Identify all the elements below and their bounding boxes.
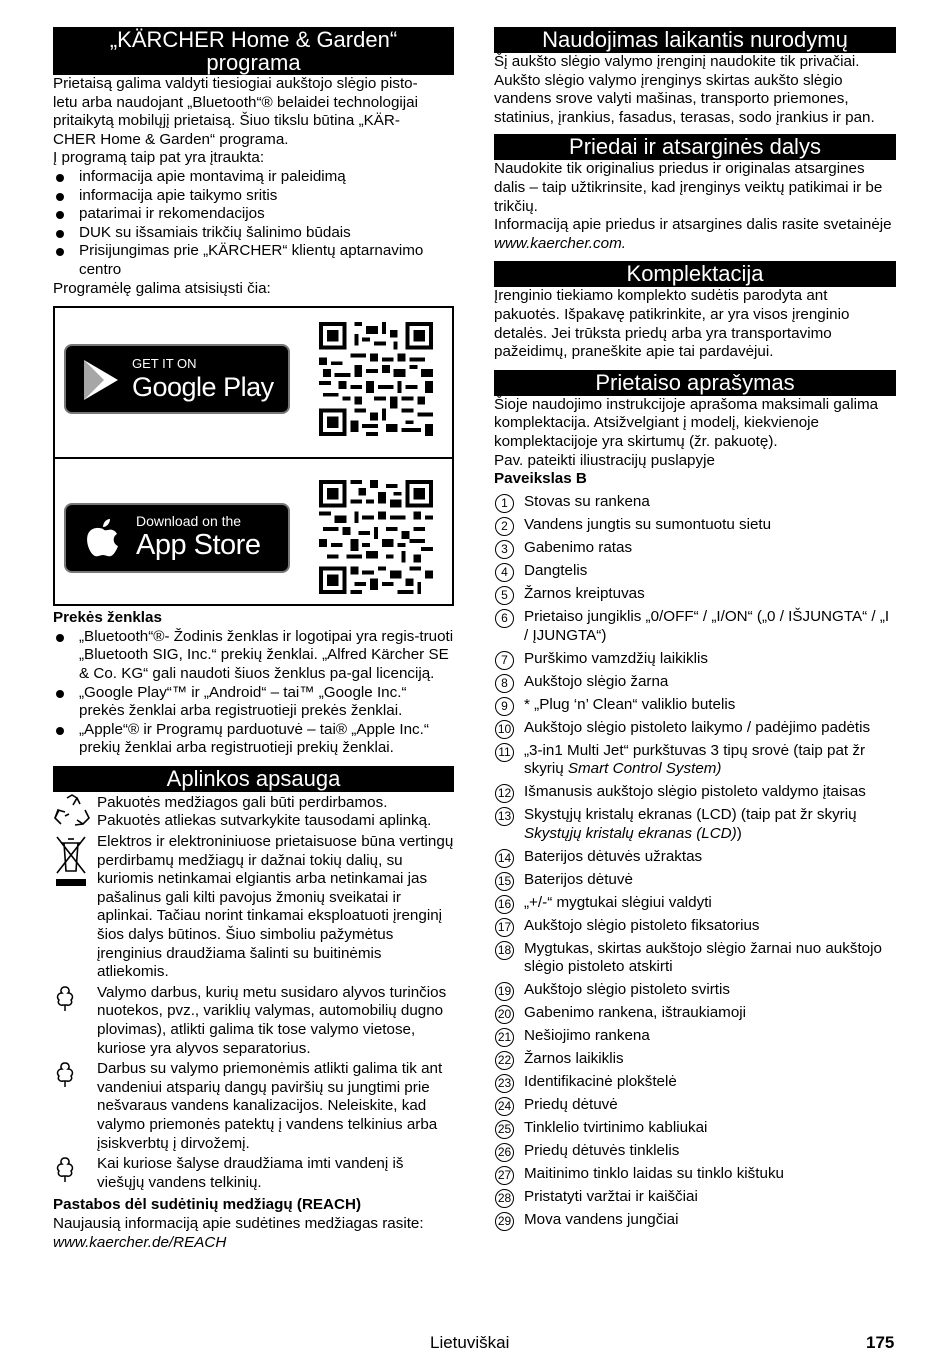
part-list-item [494, 742, 896, 779]
crossed-bin-icon [53, 833, 89, 889]
description-text: Šioje naudojimo instrukcijoje aprašoma maksimali galima komplektacija. Atsižvelgiant į modelį, kiekvienoje komplektacijoje yra skirtumų (žr. pakuotę). [494, 395, 879, 450]
part-list-item [494, 696, 896, 715]
part-number-badge: 7 [495, 651, 514, 670]
part-list-item [494, 783, 896, 802]
app-intro-line: Prietaisą galima valdyti tiesiogiai aukštojo slėgio pisto- [53, 75, 418, 92]
part-number-badge: 11 [495, 743, 514, 762]
part-number-badge: 15 [495, 872, 514, 891]
part-list-item [494, 1211, 896, 1230]
part-number-badge: 28 [495, 1189, 514, 1208]
part-number-badge: 23 [495, 1074, 514, 1093]
part-label: Dangtelis [524, 562, 588, 580]
accessories-text: Naudokite tik originalius priedus ir originalas atsargines dalis – taip užtikrinsite, kad įrenginys veiktų patikimai ir be trikčių. [494, 160, 883, 215]
env-detergent-row [53, 1060, 454, 1153]
part-number-badge: 14 [495, 849, 514, 868]
usage-section-title: Naudojimas laikantis nurodymų [494, 27, 896, 53]
part-label: Pristatyti varžtai ir kaiščiai [524, 1188, 698, 1206]
parts-list [494, 493, 896, 1230]
app-section-title: „KÄRCHER Home & Garden“ programa [53, 27, 454, 75]
part-label: „3-in1 Multi Jet“ purkštuvas 3 tipų srovė (taip pat žr skyrių [524, 741, 866, 778]
app-feature-list [53, 168, 454, 280]
list-item: DUK su išsamiais trikčių šalinimo būdais [53, 224, 454, 243]
part-number-badge: 22 [495, 1051, 514, 1070]
env-electronics-row [53, 833, 454, 982]
part-number-badge: 3 [495, 540, 514, 559]
part-list-item [494, 1004, 896, 1023]
app-store-badge[interactable] [64, 503, 290, 573]
environment-tree-icon [53, 984, 77, 1012]
part-list-item [494, 1142, 896, 1161]
part-list-item [494, 719, 896, 738]
part-number-badge: 27 [495, 1166, 514, 1185]
part-label: Mygtukas, skirtas aukštojo slėgio žarnai nuo aukštojo slėgio pistoleto atskirti [524, 939, 882, 976]
accessories-section-title: Priedai ir atsarginės dalys [494, 134, 896, 160]
app-download-text: Programėlę galima atsisiųsti čia: [53, 279, 271, 297]
part-list-item [494, 516, 896, 535]
part-list-item [494, 608, 896, 645]
env-detergent-text: Darbus su valymo priemonėmis atlikti galima tik ant vandeniui atsparių dangų paviršių su jungtimi prie nešvaraus vandens kanalizacijos. Neleiskite, kad valymo priemonės patektų į vandens telkinius arba įsiskverbtų į dirvožemį. [97, 1060, 443, 1152]
env-electronics-text: Elektros ir elektroniniuose prietaisuose būna vertingų perdirbamų medžiagų ir dažnai tokių dalių, su kuriomis netinkamai elgiantis arba netinkamai jas pašalinus gali kilti pavojus žmonių sveikatai ir aplinkai. Tačiau norint tinkamai eksploatuoti įrenginį šios dalys būtinos. Šiuo simboliu pažymėtus įrenginius draudžiama šalinti su buitinėmis atliekomis. [97, 833, 454, 981]
part-number-badge: 6 [495, 609, 514, 628]
part-number-badge: 2 [495, 517, 514, 536]
list-item: informacija apie montavimą ir paleidimą [53, 168, 454, 187]
env-water-row [53, 1155, 454, 1192]
google-play-small-label: GET IT ON [132, 356, 197, 372]
list-item: patarimai ir rekomendacijos [53, 205, 454, 224]
part-label: Žarnos kreiptuvas [524, 585, 645, 603]
part-label: Baterijos dėtuvė [524, 870, 633, 888]
part-list-item [494, 848, 896, 867]
usage-text: Šį aukšto slėgio valymo įrenginį naudokite tik privačiai. Aukšto slėgio valymo įrenginys skirtas aukšto slėgio vandens srove valyti mašinas, transporto priemones, statinius, įrankius, fasadus, terasas, sodo įrankius ir pan. [494, 53, 875, 126]
part-list-item [494, 981, 896, 1000]
part-number-badge: 21 [495, 1028, 514, 1047]
part-list-item [494, 585, 896, 604]
part-number-badge: 17 [495, 918, 514, 937]
environment-tree-icon [53, 1060, 77, 1088]
app-intro-line: Į programą taip pat yra įtraukta: [53, 149, 265, 167]
part-label: Žarnos laikiklis [524, 1050, 624, 1068]
part-label: Mova vandens jungčiai [524, 1211, 679, 1229]
part-number-badge: 4 [495, 563, 514, 582]
part-list-item [494, 871, 896, 890]
store-divider [55, 457, 452, 459]
part-number-badge: 29 [495, 1212, 514, 1231]
part-label: Aukštojo slėgio pistoleto fiksatorius [524, 916, 760, 934]
list-item: Prisijungimas prie „KÄRCHER“ klientų aptarnavimo centro [53, 242, 454, 279]
env-oil-text: Valymo darbus, kurių metu susidaro alyvos turinčios nuotekos, pvz., variklių valymas, automobilių dugno plovimas), atlikti galima tik tose valymo vietose, kuriose yra alyvos separatorius. [97, 983, 447, 1057]
part-list-item [494, 1188, 896, 1207]
google-play-label: Google Play [132, 372, 274, 403]
list-item: „Bluetooth“®- Žodinis ženklas ir logotipai yra regis-truoti „Bluetooth SIG, Inc.“ prekių ženklai. „Alfred Kärcher SE & Co. KG“ gali naudoti šiuos ženklus pa-gal licenciją. [53, 628, 454, 684]
description-section-title: Prietaiso aprašymas [494, 370, 896, 396]
part-label: Aukštojo slėgio pistoleto laikymo / padėjimo padėtis [524, 718, 871, 736]
env-oil-row [53, 984, 454, 1058]
part-label: Nešiojimo rankena [524, 1027, 650, 1045]
apple-logo-icon [84, 517, 122, 561]
list-item: „Apple“® ir Programų parduotuvė – tai® „Apple Inc.“ prekių ženklai arba registruotieji prekių ženklai. [53, 721, 454, 758]
part-number-badge: 1 [495, 494, 514, 513]
part-label: Priedų dėtuvė [524, 1096, 618, 1114]
app-intro-line: letu arba naudojant „Bluetooth“® belaidei technologijai [53, 93, 418, 111]
part-list-item [494, 562, 896, 581]
part-label: Gabenimo ratas [524, 539, 633, 557]
description-ref: Pav. pateikti iliustracijų puslapyje [494, 451, 715, 469]
reach-title: Pastabos dėl sudėtinių medžiagų (REACH) [53, 1196, 362, 1214]
part-list-item [494, 1073, 896, 1092]
environment-tree-icon [53, 1155, 77, 1183]
app-store-small-label: Download on the [136, 513, 242, 530]
accessories-link[interactable]: www.kaercher.com. [494, 234, 626, 252]
part-number-badge: 25 [495, 1120, 514, 1139]
part-number-badge: 19 [495, 982, 514, 1001]
app-intro-line: CHER Home & Garden“ programa. [53, 130, 289, 148]
environment-section-title: Aplinkos apsauga [53, 766, 454, 792]
part-number-badge: 10 [495, 720, 514, 739]
footer-language: Lietuviškai [430, 1333, 510, 1352]
part-list-item [494, 806, 896, 843]
left-column [53, 27, 454, 1252]
reach-link[interactable]: www.kaercher.de/REACH [53, 1233, 227, 1251]
part-number-badge: 20 [495, 1005, 514, 1024]
part-label: Skystųjų kristalų ekranas (LCD) (taip pat žr skyrių [524, 806, 857, 824]
scope-section-title: Komplektacija [494, 261, 896, 287]
google-play-icon [80, 358, 122, 402]
app-store-qr-code [319, 480, 433, 594]
page-number: 175 [866, 1333, 895, 1352]
part-label: Aukštojo slėgio pistoleto svirtis [524, 981, 730, 999]
part-number-badge: 16 [495, 895, 514, 914]
part-list-item [494, 493, 896, 512]
right-column [494, 27, 896, 1230]
part-label: Maitinimo tinklo laidas su tinklo kištuku [524, 1165, 784, 1183]
part-list-item [494, 539, 896, 558]
part-list-item [494, 917, 896, 936]
env-water-text: Kai kuriose šalyse draudžiama imti vandenį iš viešųjų vandens telkinių. [97, 1155, 404, 1191]
part-label: „+/-“ mygtukai slėgiui valdyti [524, 893, 712, 911]
part-label: Vandens jungtis su sumontuotu sietu [524, 516, 772, 534]
accessories-text-2: Informaciją apie priedus ir atsargines dalis rasite svetainėje www.kaercher.com. [494, 216, 892, 252]
google-play-badge[interactable] [64, 344, 290, 414]
part-list-item [494, 1096, 896, 1115]
part-list-item [494, 940, 896, 977]
part-label: Stovas su rankena [524, 493, 650, 511]
list-item: „Google Play“™ ir „Android“ – tai™ „Google Inc.“ prekės ženklai arba registruotieji prekės ženklai. [53, 684, 454, 721]
part-number-badge: 5 [495, 586, 514, 605]
part-number-badge: 18 [495, 941, 514, 960]
part-label: Išmanusis aukštojo slėgio pistoleto valdymo įtaisas [524, 783, 866, 801]
part-number-badge: 8 [495, 674, 514, 693]
part-label: Aukštojo slėgio žarna [524, 672, 669, 690]
part-number-badge: 9 [495, 697, 514, 716]
trademark-title: Prekės ženklas [53, 609, 162, 627]
part-label-reference: Smart Control System) [567, 760, 722, 778]
part-list-item [494, 650, 896, 669]
part-label-end: ) [736, 824, 742, 842]
part-list-item [494, 1027, 896, 1046]
app-store-box [53, 306, 454, 606]
env-packaging-row [53, 794, 454, 831]
part-label: * „Plug ‘n’ Clean“ valiklio butelis [524, 695, 736, 713]
part-label: Priedų dėtuvės tinklelis [524, 1142, 680, 1160]
reach-text: Naujausią informaciją apie sudėtines medžiagas rasite: [53, 1214, 424, 1232]
part-list-item [494, 673, 896, 692]
part-number-badge: 24 [495, 1097, 514, 1116]
part-number-badge: 13 [495, 807, 514, 826]
part-list-item [494, 1119, 896, 1138]
figure-label: Paveikslas B [494, 470, 587, 488]
app-store-label: App Store [136, 529, 261, 562]
part-label-reference: Skystųjų kristalų ekranas (LCD) [524, 824, 737, 842]
part-label: Gabenimo rankena, ištraukiamoji [524, 1004, 747, 1022]
part-label: Tinklelio tvirtinimo kabliukai [524, 1119, 708, 1137]
part-list-item [494, 1165, 896, 1184]
part-list-item [494, 1050, 896, 1069]
part-label: Prietaiso jungiklis „0/OFF“ / „I/ON“ („0 / IŠJUNGTA“ / „I / ĮJUNGTA“) [524, 608, 890, 644]
part-label: Purškimo vamzdžių laikiklis [524, 649, 708, 667]
part-label: Identifikacinė plokštelė [524, 1073, 677, 1091]
part-list-item [494, 894, 896, 913]
google-play-qr-code [319, 322, 433, 436]
env-packaging-text: Pakuotės medžiagos gali būti perdirbamos. Pakuotės atliekas sutvarkykite tausodami aplinką. [97, 793, 432, 830]
part-label: Baterijos dėtuvės užraktas [524, 847, 703, 865]
app-intro-line: pritaikytą mobilųjį prietaisą. Šiuo tikslu būtina „KÄR- [53, 112, 400, 130]
recycling-icon [53, 794, 91, 830]
list-item: informacija apie taikymo sritis [53, 187, 454, 206]
trademark-list [53, 628, 454, 758]
part-number-badge: 12 [495, 784, 514, 803]
scope-text: Įrenginio tiekiamo komplekto sudėtis parodyta ant pakuotės. Išpakavę patikrinkite, ar yra visos įrenginio detalės. Jei trūksta priedų arba yra transportavimo pažeidimų, praneškite apie tai pardavėjui. [494, 287, 850, 361]
part-number-badge: 26 [495, 1143, 514, 1162]
